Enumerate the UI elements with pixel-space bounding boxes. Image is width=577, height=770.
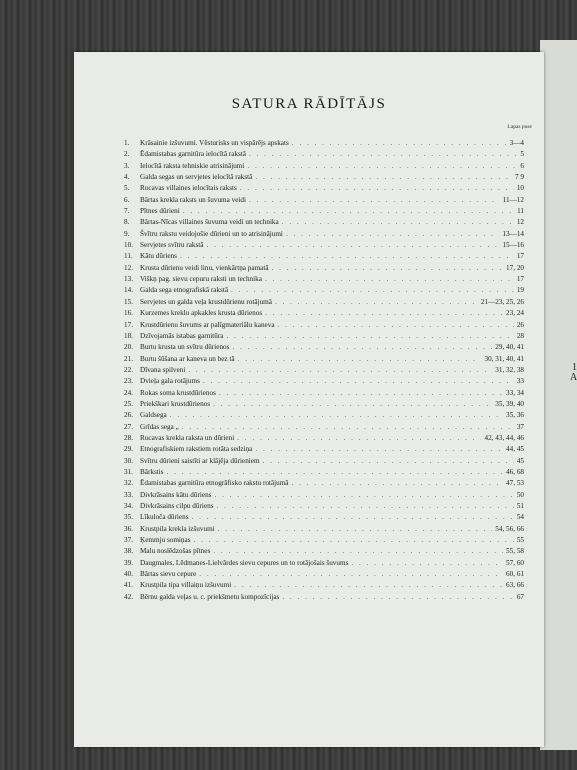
toc-entry-pages: 11 [517,207,524,216]
toc-entry [124,376,524,387]
table-of-contents [124,138,524,603]
toc-entry-pages: 23, 24 [506,309,524,318]
toc-dot-leader [188,365,492,376]
page-column-header: Lapas puse [507,124,532,130]
toc-dot-leader [182,422,514,433]
toc-entry [124,285,524,296]
toc-entry [124,422,524,433]
toc-entry-number: 37. [124,536,133,545]
toc-entry [124,467,524,478]
toc-entry-number: 27. [124,422,133,431]
toc-entry-number: 36. [124,524,133,533]
toc-entry-title: Rokas soma krustdūrienos [140,388,216,397]
toc-entry [124,478,524,489]
toc-entry-pages: 55, 58 [506,547,524,556]
toc-dot-leader [218,524,493,535]
toc-entry-title: Krustdūrienu šuvums ar palīgmateriālu kaneva [140,320,275,329]
adjacent-page-fragment: A [570,372,577,383]
toc-entry [124,399,524,410]
toc-entry-pages: 15—16 [502,241,524,250]
toc-dot-leader [265,308,503,319]
toc-dot-leader [237,433,481,444]
toc-entry-number: 23. [124,377,133,386]
toc-entry-pages: 54, 56, 66 [495,524,524,533]
toc-entry-pages: 17 [516,252,524,261]
toc-entry-number: 12. [124,263,133,272]
toc-entry-pages: 21—23, 25, 26 [480,297,524,306]
toc-dot-leader [213,546,503,557]
toc-entry-number: 1. [124,139,130,147]
toc-entry-number: 17. [124,320,133,329]
toc-entry-pages: 42, 43, 44, 46 [484,433,524,442]
toc-entry-title: Krāsainie izšuvumi. Vēsturisks un vispārējs apskats [140,139,289,147]
toc-entry-number: 21. [124,354,133,363]
toc-entry [124,456,524,467]
book-page [74,52,544,747]
toc-entry [124,433,524,444]
toc-entry [124,297,524,308]
toc-entry-pages: 50 [516,490,524,499]
toc-entry [124,569,524,580]
toc-entry [124,308,524,319]
toc-dot-leader [213,399,492,410]
toc-entry [124,161,524,172]
page-title: SATURA RĀDĪTĀJS [231,96,387,112]
toc-entry-pages: 5 [520,150,524,159]
toc-entry-pages: 35, 36 [506,411,524,420]
toc-entry [124,535,524,546]
toc-entry-number: 34. [124,502,133,510]
adjacent-page [540,40,577,750]
toc-entry-number: 16. [124,309,133,318]
toc-entry-pages: 17 [516,275,524,284]
toc-entry [124,251,524,262]
toc-dot-leader [275,297,478,308]
toc-dot-leader [249,149,517,160]
toc-dot-leader [167,467,503,478]
toc-entry-title: Ielocītā raksta tehniskie atrisinājumi [140,161,245,170]
toc-entry-pages: 45 [516,456,524,465]
toc-entry-title: Krustpila tipa villaiņu izšuvumi [140,581,232,590]
toc-entry-pages: 3—4 [509,139,524,147]
toc-dot-leader [351,558,503,569]
toc-entry-title: Bārtas sievu cepure [140,570,197,579]
toc-entry-title: Etnografiskiem rakstiem rotāta sedziņa [140,445,253,454]
toc-entry-title: Galda sega etnografiskā rakstā [140,286,229,295]
toc-entry-number: 10. [124,241,133,250]
toc-entry-title: Priekškari krustdūrienos [140,399,211,408]
toc-entry [124,263,524,274]
toc-entry [124,183,524,194]
toc-entry-pages: 55 [516,536,524,545]
toc-entry-number: 28. [124,433,133,442]
toc-dot-leader [292,138,507,149]
toc-entry-title: Dvieļa gala rotājums [140,377,200,386]
toc-entry-pages: 26 [516,320,524,329]
toc-entry-title: Bārkstis [140,467,164,476]
toc-entry-pages: 57, 60 [506,558,524,567]
toc-dot-leader [226,331,513,342]
toc-entry-title: Divkrāsains kātu dūriens [140,490,212,499]
toc-entry-pages: 7 9 [515,173,524,182]
toc-entry-pages: 12 [516,218,524,227]
toc-dot-leader [263,456,514,467]
toc-entry-title: Viškņ pag. sievu cepuru raksti un technika [140,275,262,284]
toc-entry-pages: 6 [520,161,524,170]
toc-entry [124,354,524,365]
toc-entry-number: 15. [124,297,133,306]
toc-entry-number: 33. [124,490,133,499]
toc-entry-number: 32. [124,479,133,488]
toc-entry-title: Grīdas sega „ [140,422,179,431]
toc-entry-pages: 44, 45 [506,445,524,454]
toc-entry-number: 24. [124,388,133,397]
toc-entry-title: Galda segas un servjetes ielocītā rakstā [140,173,253,182]
toc-dot-leader [234,580,503,591]
toc-dot-leader [272,263,503,274]
toc-entry [124,320,524,331]
toc-dot-leader [286,229,500,240]
toc-entry [124,592,524,603]
toc-dot-leader [170,410,503,421]
toc-entry [124,149,524,160]
toc-entry-number: 2. [124,150,130,159]
toc-entry-number: 4. [124,173,130,182]
toc-entry-pages: 11—12 [502,195,524,204]
toc-entry-number: 18. [124,331,133,340]
toc-entry [124,490,524,501]
toc-entry-pages: 28 [516,331,524,340]
toc-entry-title: Dīvana spilveni [140,365,186,374]
toc-entry-title: Krusta dūrienu veidi linu, vienkārtņa pamatā [140,263,269,272]
toc-entry-number: 3. [124,161,130,170]
toc-entry-title: Dzīvojamās istabas garnitūra [140,331,224,340]
toc-entry-number: 41. [124,581,133,590]
toc-entry [124,388,524,399]
toc-entry [124,331,524,342]
toc-entry [124,274,524,285]
toc-entry-title: Malu noslēdzošas pītnes [140,547,211,556]
toc-entry-number: 14. [124,286,133,295]
toc-entry-title: Līkuloča dūriens [140,513,189,522]
toc-dot-leader [282,217,514,228]
toc-dot-leader [240,183,514,194]
toc-entry-pages: 17, 20 [506,263,524,272]
toc-entry-number: 38. [124,547,133,556]
toc-dot-leader [265,274,514,285]
toc-dot-leader [199,569,503,580]
toc-dot-leader [247,161,517,172]
toc-entry-title: Bērnu galda veļas u. c. priekšmetu kompozīcijas [140,592,280,601]
toc-dot-leader [249,195,500,206]
toc-dot-leader [231,285,514,296]
toc-dot-leader [192,512,514,523]
toc-entry-number: 20. [124,343,133,352]
toc-entry-pages: 19 [516,286,524,295]
toc-entry [124,558,524,569]
toc-entry-number: 7. [124,207,130,216]
toc-entry-number: 25. [124,399,133,408]
toc-entry [124,546,524,557]
toc-dot-leader [194,535,514,546]
toc-entry-number: 42. [124,592,133,601]
toc-entry [124,138,524,149]
toc-entry-number: 11. [124,252,133,261]
toc-entry-title: Ķemmju somiņas [140,536,191,545]
toc-entry-number: 9. [124,229,130,238]
toc-entry-pages: 35, 39, 40 [495,399,524,408]
toc-entry-title: Galdsega [140,411,167,420]
toc-dot-leader [282,592,513,603]
toc-entry-title: Servjetes un galda veļa krustdūrienu rotājumā [140,297,272,306]
toc-entry-number: 39. [124,558,133,567]
toc-entry-pages: 13—14 [502,229,524,238]
toc-dot-leader [206,240,499,251]
toc-entry-number: 26. [124,411,133,420]
toc-entry [124,195,524,206]
toc-entry-title: Rucavas villaines ielocītais raksts [140,184,237,193]
toc-entry-pages: 37 [516,422,524,431]
toc-entry-pages: 10 [516,184,524,193]
toc-entry [124,524,524,535]
toc-entry-pages: 33, 34 [506,388,524,397]
toc-entry-number: 40. [124,570,133,579]
toc-entry [124,365,524,376]
toc-entry-pages: 31, 32, 38 [495,365,524,374]
toc-dot-leader [292,478,504,489]
toc-entry-number: 8. [124,218,130,227]
toc-entry-pages: 33 [516,377,524,386]
toc-entry-number: 6. [124,195,130,204]
toc-entry-title: Bārtas-Nīcas villaines šuvuma veidi un technika [140,218,279,227]
toc-entry [124,501,524,512]
toc-dot-leader [214,490,513,501]
toc-entry-title: Rucavas krekla raksta un dūrieni [140,433,235,442]
toc-entry-pages: 46, 68 [506,467,524,476]
toc-entry-number: 5. [124,184,130,193]
toc-entry-pages: 54 [516,513,524,522]
toc-entry-pages: 63, 66 [506,581,524,590]
toc-entry [124,229,524,240]
toc-dot-leader [219,388,503,399]
toc-entry-title: Servjetes svītru rakstā [140,241,204,250]
toc-dot-leader [255,172,512,183]
toc-entry-pages: 51 [516,502,524,510]
toc-entry [124,580,524,591]
toc-entry [124,206,524,217]
toc-entry-pages: 67 [516,592,524,601]
toc-entry [124,444,524,455]
toc-entry [124,217,524,228]
adjacent-page-fragment: 1 [572,362,577,373]
toc-entry-pages: 60, 61 [506,570,524,579]
toc-entry-title: Burtu šūšana ar kaneva un bez tā [140,354,235,363]
toc-entry-title: Švītru rakstu veidojošie dūrieni un to atrisinājumi [140,229,283,238]
toc-dot-leader [232,342,492,353]
toc-entry-title: Burtu krusta un svītru dūrienos [140,343,230,352]
toc-entry-pages: 30, 31, 40, 41 [484,354,524,363]
toc-dot-leader [203,376,514,387]
toc-entry-number: 13. [124,275,133,284]
toc-entry-title: Svītru dūrieni saistīti ar klājēja dūrieniem [140,456,260,465]
toc-entry [124,342,524,353]
toc-dot-leader [183,206,514,217]
toc-dot-leader [278,320,514,331]
toc-entry [124,172,524,183]
toc-dot-leader [180,251,514,262]
toc-entry-number: 35. [124,513,133,522]
toc-entry-pages: 47, 53 [506,479,524,488]
toc-entry-number: 30. [124,456,133,465]
toc-entry-number: 29. [124,445,133,454]
toc-entry-number: 22. [124,365,133,374]
toc-dot-leader [255,444,503,455]
toc-entry-title: Pītnes dūrieni [140,207,180,216]
toc-entry-title: Bārtas krekla raksts un šuvuma veidi [140,195,246,204]
toc-entry-title: Krustpila krekla izšuvumi [140,524,215,533]
toc-entry [124,512,524,523]
toc-entry-number: 31. [124,467,133,476]
toc-dot-leader [216,501,513,512]
toc-entry [124,240,524,251]
toc-entry-title: Ēdamistabas garnitūra etnogrāfisko rakstu rotājumā [140,479,289,488]
toc-entry-title: Kurzemes kreklu apkakles krusta dūrienos [140,309,263,318]
toc-entry-title: Daugmales, Lēdmanes-Lielvārdes sievu cepures un to rotājošais šuvums [140,558,349,567]
toc-dot-leader [238,354,482,365]
toc-entry-pages: 29, 40, 41 [495,343,524,352]
toc-entry-title: Divkrāsains cilpu dūriens [140,502,214,510]
toc-entry [124,410,524,421]
toc-entry-title: Ēdamistabas garnitūra ielocītā rakstā [140,150,246,159]
toc-entry-title: Kātu dūriens [140,252,177,261]
